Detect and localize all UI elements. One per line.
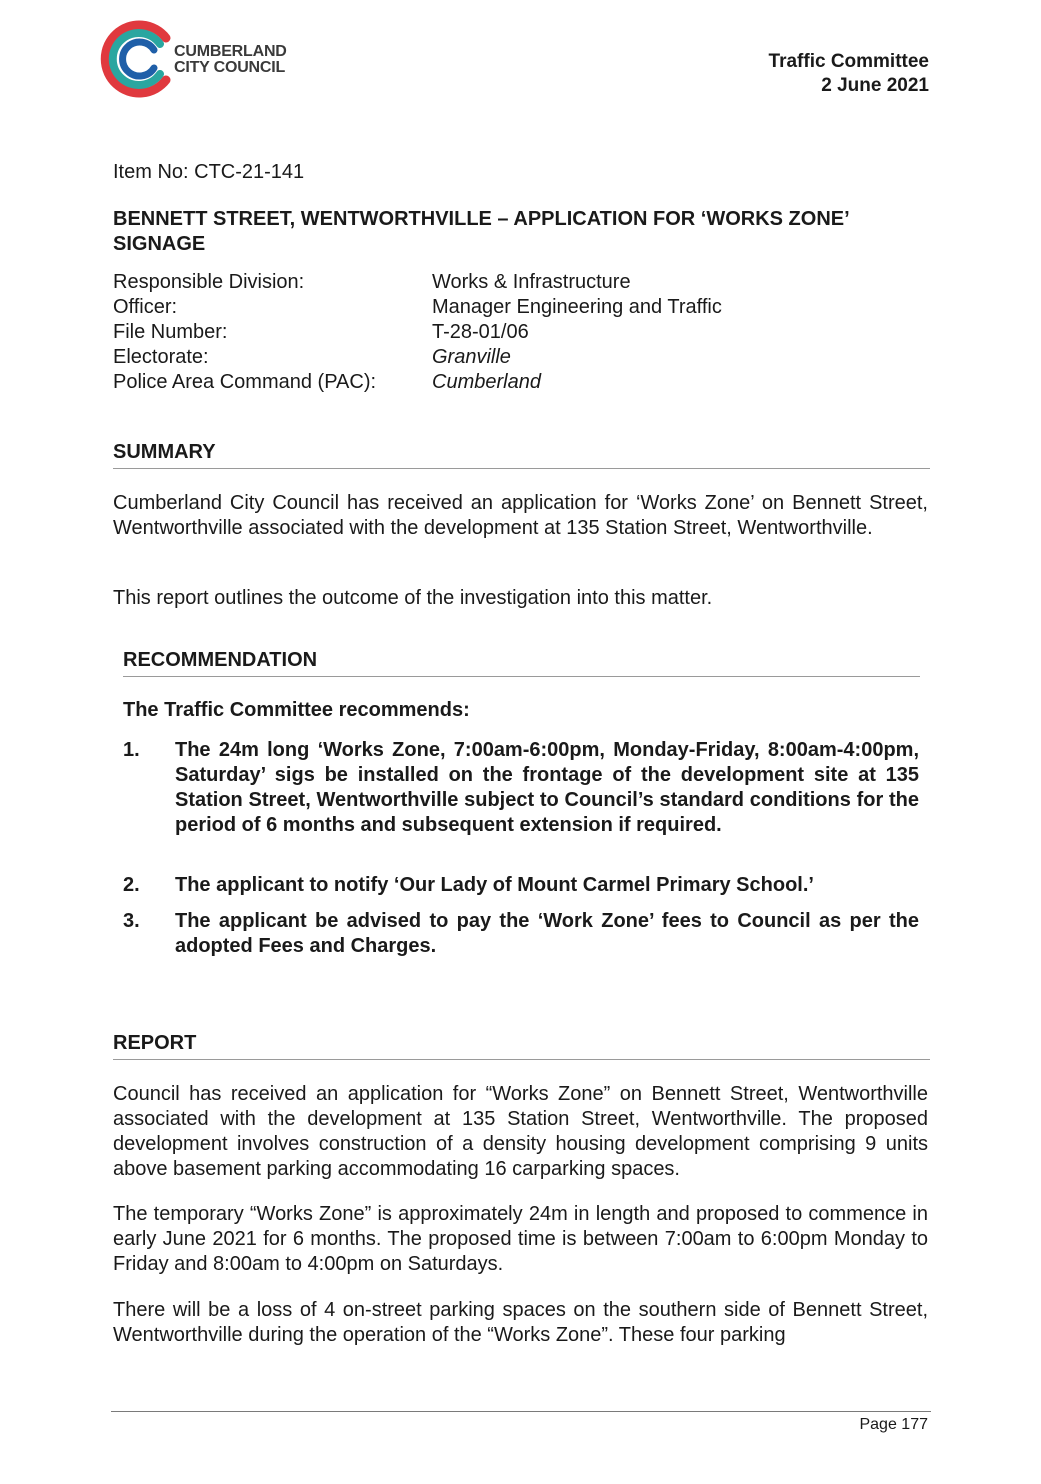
report-paragraph: The temporary “Works Zone” is approximately 24m in length and proposed to commence in early June 2021 for 6 months. The proposed time is between 7:00am to 6:00pm Monday to Friday and 8:00am to 4:00pm on Saturdays. — [113, 1203, 928, 1275]
report-paragraph: Council has received an application for “Works Zone” on Bennett Street, Wentworthville associated with the development at 135 Station Street, Wentworthville. The proposed development involves construction of a density housing development comprising 9 units above basement parking accommodating 16 carparking spaces. — [113, 1083, 928, 1180]
meta-value: Works & Infrastructure — [432, 271, 631, 293]
page-number: Page 177 — [859, 1416, 928, 1433]
meta-row — [113, 295, 722, 320]
council-logo-mark — [100, 18, 174, 100]
item-metadata — [113, 270, 722, 395]
meeting-date: 2 June 2021 — [821, 75, 929, 96]
logo-wordmark — [174, 44, 287, 76]
recommendation-number: 3. — [123, 910, 140, 932]
document-header — [769, 50, 929, 98]
report-paragraph: There will be a loss of 4 on-street parking spaces on the southern side of Bennett Street, Wentworthville during the operation of the “Works Zone”. These four parking — [113, 1299, 928, 1346]
meta-value: Granville — [432, 346, 511, 368]
meta-label: Electorate: — [113, 346, 209, 368]
recommendation-number: 2. — [123, 874, 140, 896]
meta-row — [113, 320, 722, 345]
summary-paragraph: Cumberland City Council has received an application for ‘Works Zone’ on Bennett Street, Wentworthville associated with the development at 135 Station Street, Wentworthville. — [113, 492, 928, 539]
meta-label: Responsible Division: — [113, 271, 305, 293]
recommendation-text: The applicant to notify ‘Our Lady of Mount Carmel Primary School.’ — [175, 874, 814, 896]
item-title: BENNETT STREET, WENTWORTHVILLE – APPLICATION FOR ‘WORKS ZONE’ SIGNAGE — [113, 208, 849, 255]
recommendation-intro: The Traffic Committee recommends: — [123, 699, 470, 721]
committee-name: Traffic Committee — [768, 51, 929, 72]
recommendation-item — [123, 738, 919, 838]
meta-label: Police Area Command (PAC): — [113, 371, 377, 393]
council-logo — [100, 18, 290, 100]
recommendation-text: The applicant be advised to pay the ‘Work Zone’ fees to Council as per the adopted Fees and Charges. — [175, 910, 919, 957]
meta-row — [113, 345, 722, 370]
meta-value: Manager Engineering and Traffic — [432, 296, 722, 318]
recommendation-item — [123, 873, 919, 898]
item-number: Item No: CTC-21-141 — [113, 161, 305, 183]
meta-row — [113, 370, 722, 395]
summary-paragraph: This report outlines the outcome of the investigation into this matter. — [113, 587, 713, 609]
meta-value: T-28-01/06 — [432, 321, 529, 343]
recommendation-item — [123, 909, 919, 959]
recommendation-number: 1. — [123, 739, 140, 761]
summary-heading: SUMMARY — [113, 441, 930, 469]
meta-label: File Number: — [113, 321, 228, 343]
report-heading: REPORT — [113, 1032, 930, 1060]
meta-row — [113, 270, 722, 295]
meta-value: Cumberland — [432, 371, 541, 393]
meta-label: Officer: — [113, 296, 178, 318]
footer-divider — [111, 1411, 931, 1412]
recommendation-text: The 24m long ‘Works Zone, 7:00am-6:00pm, Monday-Friday, 8:00am-4:00pm, Saturday’ sigs be installed on the frontage of the development site at 135 Station Street, Wentworthville subject to Council’s standard conditions for the period of 6 months and subsequent extension if required. — [175, 739, 919, 836]
logo-line-2: CITY COUNCIL — [174, 59, 286, 76]
recommendation-heading: RECOMMENDATION — [123, 649, 920, 677]
logo-line-1: CUMBERLAND — [174, 43, 287, 60]
